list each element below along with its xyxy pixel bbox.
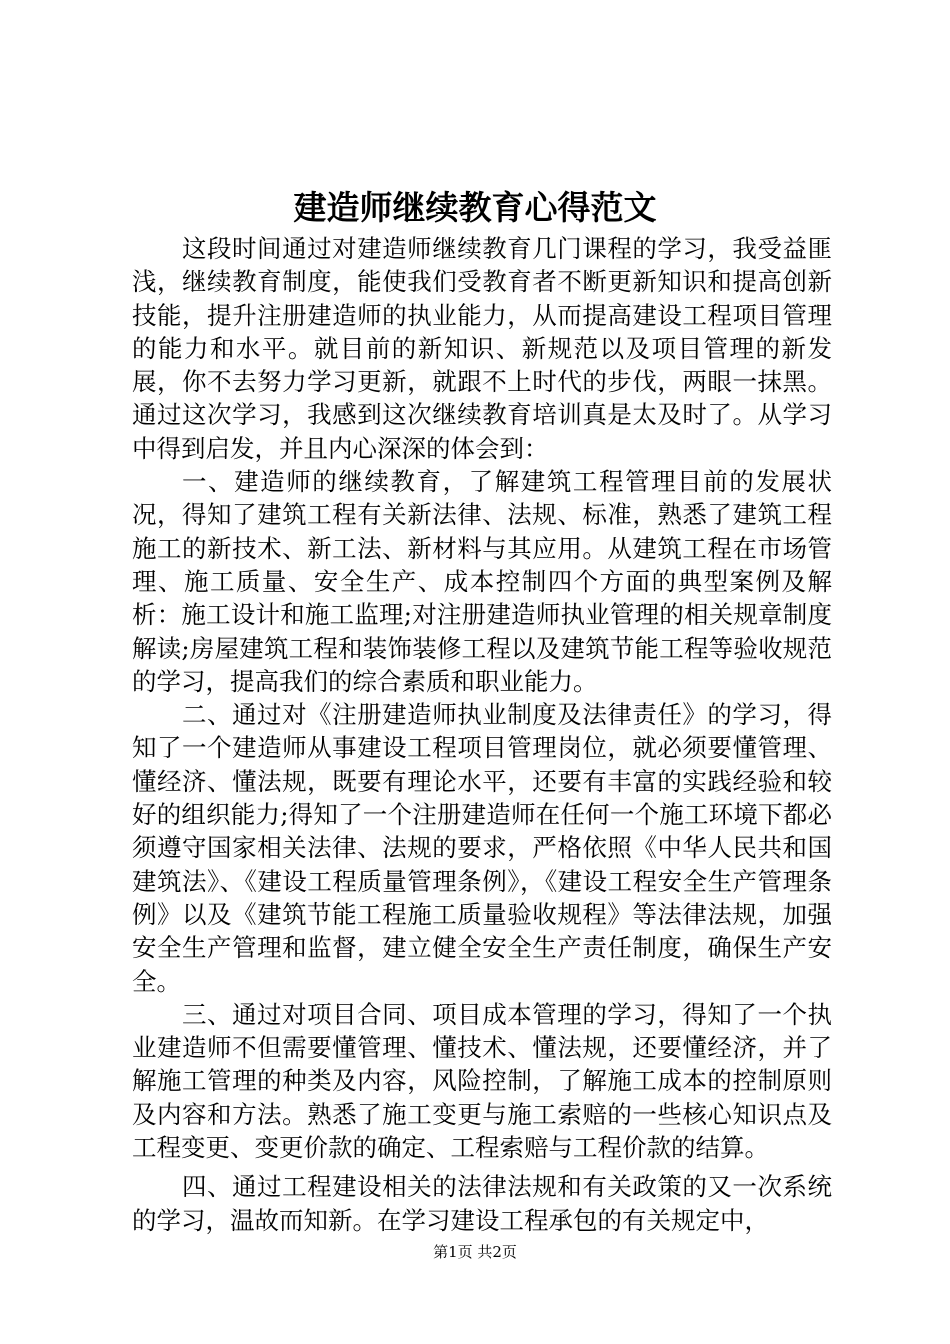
paragraph-point-three: 三、通过对项目合同、项目成本管理的学习，得知了一个执业建造师不但需要懂管理、懂技术、懂法规，还要懂经济，并了解施工管理的种类及内容，风险控制，了解施工成本的控制原则及内容和方法。熟悉了施工变更与施工索赔的一些核心知识点及工程变更、变更价款的确定、工程索赔与工程价款的结算。 [132, 999, 832, 1163]
document-title: 建造师继续教育心得范文 [293, 188, 657, 227]
page-footer: 第1页 共2页 [433, 1243, 517, 1261]
paragraph-point-two: 二、通过对《注册建造师执业制度及法律责任》的学习，得知了一个建造师从事建设工程项目管理岗位，就必须要懂管理、懂经济、懂法规，既要有理论水平，还要有丰富的实践经验和较好的组织能力;得知了一个注册建造师在任何一个施工环境下都必须遵守国家相关法律、法规的要求，严格依照《中华人民共和国建筑法》、《建设工程质量管理条例》，《建设工程安全生产管理条例》以及《建筑节能工程施工质量验收规程》等法律法规，加强安全生产管理和监督，建立健全安全生产责任制度，确保生产安全。 [132, 700, 832, 996]
document-body [132, 232, 832, 1237]
paragraph-point-four: 四、通过工程建设相关的法律法规和有关政策的又一次系统的学习，温故而知新。在学习建设工程承包的有关规定中， [132, 1172, 832, 1235]
paragraph-point-one: 一、建造师的继续教育，了解建筑工程管理目前的发展状况，得知了建筑工程有关新法律、法规、标准，熟悉了建筑工程施工的新技术、新工法、新材料与其应用。从建筑工程在市场管理、施工质量、安全生产、成本控制四个方面的典型案例及解析：施工设计和施工监理;对注册建造师执业管理的相关规章制度解读;房屋建筑工程和装饰装修工程以及建筑节能工程等验收规范的学习，提高我们的综合素质和职业能力。 [132, 467, 832, 696]
paragraph-intro: 这段时间通过对建造师继续教育几门课程的学习，我受益匪浅，继续教育制度，能使我们受教育者不断更新知识和提高创新技能，提升注册建造师的执业能力，从而提高建设工程项目管理的能力和水平。就目前的新知识、新规范以及项目管理的新发展，你不去努力学习更新，就跟不上时代的步伐，两眼一抹黑。通过这次学习，我感到这次继续教育培训真是太及时了。从学习中得到启发，并且内心深深的体会到： [132, 234, 832, 463]
